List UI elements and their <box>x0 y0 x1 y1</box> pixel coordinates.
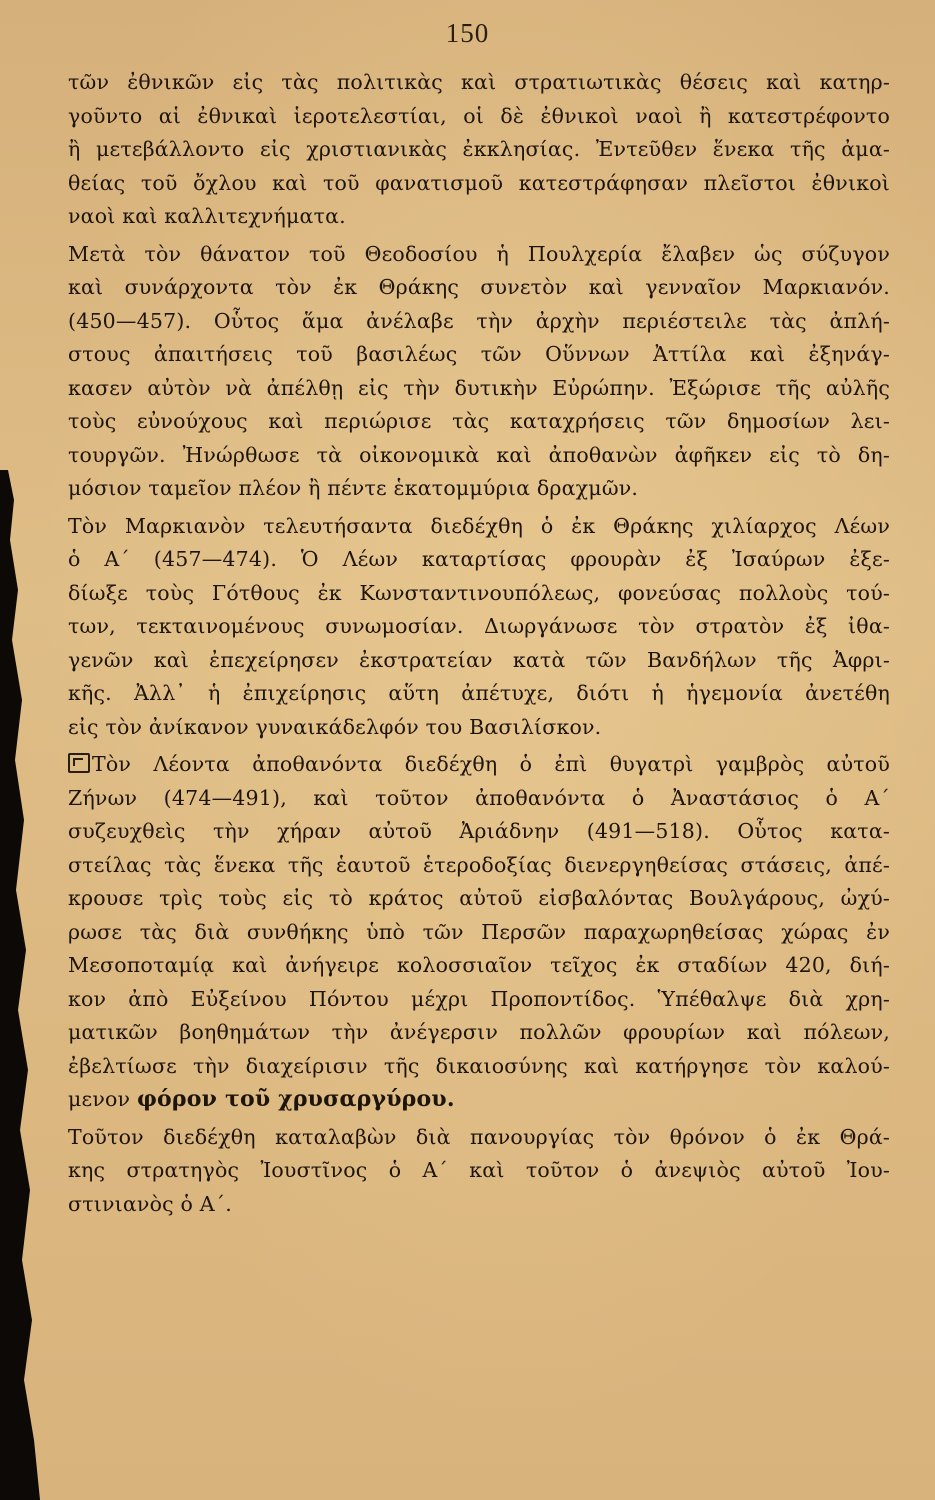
text-line: τοὺς εὐνούχους καὶ περιώρισε τὰς καταχρήσεις τῶν δημοσίων λει- <box>68 409 890 433</box>
text-line: Μεσοποταμίᾳ καὶ ἀνήγειρε κολοσσιαῖον τεῖχος ἐκ σταδίων 420, διή- <box>68 953 890 977</box>
text-line: στους ἀπαιτήσεις τοῦ βασιλέως τῶν Οὕννων Ἀττίλα καὶ ἐξηνάγ- <box>68 342 890 366</box>
hand-pointer-icon <box>68 753 90 773</box>
torn-page-edge <box>0 470 60 1500</box>
text-line: Μετὰ τὸν θάνατον τοῦ Θεοδοσίου ἡ Πουλχερία ἔλαβεν ὡς σύζυγον <box>68 241 890 266</box>
text-line: Τὸν Μαρκιανὸν τελευτήσαντα διεδέχθη ὁ ἐκ Θράκης χιλίαρχος Λέων <box>68 513 890 538</box>
text-line: κης στρατηγὸς Ἰουστῖνος ὁ Α΄ καὶ τοῦτον ὁ ἀνεψιὸς αὐτοῦ Ἰου- <box>68 1158 890 1182</box>
text-line: ρωσε τὰς διὰ συνθήκης ὑπὸ τῶν Περσῶν παραχωρηθείσας χώρας ἐν <box>68 919 890 944</box>
body-text <box>68 66 890 1221</box>
text-line <box>68 1083 890 1117</box>
emphasized-term: φόρον τοῦ χρυσαργύρου. <box>136 1086 455 1112</box>
paragraph-3 <box>68 510 890 745</box>
text-line: τῶν ἐθνικῶν εἰς τὰς πολιτικὰς καὶ στρατιωτικὰς θέσεις καὶ κατηρ- <box>68 70 890 94</box>
text-line: των, τεκταινομένους συνωμοσίαν. Διωργάνωσε τὸν στρατὸν ἐξ ἰθα- <box>68 614 890 638</box>
text-line: ἐβελτίωσε τὴν διαχείρισιν τῆς δικαιοσύνης καὶ κατήργησε τὸν καλού- <box>68 1053 890 1078</box>
text-line: (450—457). Οὗτος ἅμα ἀνέλαβε τὴν ἀρχὴν περιέστειλε τὰς ἀπλή- <box>68 308 890 333</box>
text-line: μόσιον ταμεῖον πλέον ἢ πέντε ἑκατομμύρια δραχμῶν. <box>68 476 639 500</box>
text-line: στινιανὸς ὁ Α΄. <box>68 1191 232 1216</box>
text-line: ματικῶν βοηθημάτων τὴν ἀνέγερσιν πολλῶν φρουρίων καὶ πόλεων, <box>68 1020 890 1044</box>
text-line: συζευχθεὶς τὴν χήραν αὐτοῦ Ἀριάδνην (491—518). Οὗτος κατα- <box>68 819 890 843</box>
paragraph-5 <box>68 1121 890 1222</box>
text-line: εἰς τὸν ἀνίκανον γυναικάδελφόν του Βασιλίσκον. <box>68 714 602 739</box>
text-line: κον ἀπὸ Εὐξείνου Πόντου μέχρι Προποντίδος. Ὑπέθαλψε διὰ χρη- <box>68 986 890 1011</box>
text-line: καὶ συνάρχοντα τὸν ἐκ Θράκης συνετὸν καὶ γενναῖον Μαρκιανόν. <box>68 275 890 299</box>
text-line: ναοὶ καὶ καλλιτεχνήματα. <box>68 204 346 228</box>
text-line: Ζήνων (474—491), καὶ τοῦτον ἀποθανόντα ὁ Ἀναστάσιος ὁ Α΄ <box>68 785 890 810</box>
text-line-content: Τὸν Λέοντα ἀποθανόντα διεδέχθη ὁ ἐπὶ θυγατρὶ γαμβρὸς αὐτοῦ <box>92 752 890 776</box>
text-line: δίωξε τοὺς Γότθους ἐκ Κωνσταντινουπόλεως, φονεύσας πολλοὺς τού- <box>68 580 890 605</box>
text-line: θείας τοῦ ὄχλου καὶ τοῦ φανατισμοῦ κατεστράφησαν πλεῖστοι ἐθνικοὶ <box>68 170 890 195</box>
page-number: 150 <box>445 18 490 48</box>
text-line-content: μενον <box>68 1087 131 1111</box>
paragraph-1 <box>68 66 890 234</box>
text-line: κρουσε τρὶς τοὺς εἰς τὸ κράτος αὐτοῦ εἰσβαλόντας Βουλγάρους, ὠχύ- <box>68 886 890 910</box>
text-line: κασεν αὐτὸν νὰ ἀπέλθῃ εἰς τὴν δυτικὴν Εὐρώπην. Ἐξώρισε τῆς αὐλῆς <box>68 375 890 400</box>
text-line: ἢ μετεβάλλοντο εἰς χριστιανικὰς ἐκκλησίας. Ἐντεῦθεν ἕνεκα τῆς ἀμα- <box>68 137 890 161</box>
text-line <box>68 748 890 782</box>
paragraph-2 <box>68 238 890 506</box>
text-line: Τοῦτον διεδέχθη καταλαβὼν διὰ πανουργίας τὸν θρόνον ὁ ἐκ Θρά- <box>68 1124 890 1149</box>
text-line: γενῶν καὶ ἐπεχείρησεν ἐκστρατείαν κατὰ τῶν Βανδήλων τῆς Ἀφρι- <box>68 647 890 672</box>
text-line: ὁ Α΄ (457—474). Ὁ Λέων καταρτίσας φρουρὰν ἐξ Ἰσαύρων ἐξε- <box>68 547 890 571</box>
text-line: γοῦντο αἱ ἐθνικαὶ ἱεροτελεστίαι, οἱ δὲ ἐθνικοὶ ναοὶ ἢ κατεστρέφοντο <box>68 103 890 128</box>
text-line: στείλας τὰς ἕνεκα τῆς ἑαυτοῦ ἑτεροδοξίας διενεργηθείσας στάσεις, ἀπέ- <box>68 852 890 877</box>
paragraph-4 <box>68 748 890 1117</box>
text-line: κῆς. Ἀλλ᾽ ἡ ἐπιχείρησις αὕτη ἀπέτυχε, διότι ἡ ἡγεμονία ἀνετέθη <box>68 681 890 705</box>
text-line: τουργῶν. Ἠνώρθωσε τὰ οἰκονομικὰ καὶ ἀποθανὼν ἀφῆκεν εἰς τὸ δη- <box>68 442 890 467</box>
